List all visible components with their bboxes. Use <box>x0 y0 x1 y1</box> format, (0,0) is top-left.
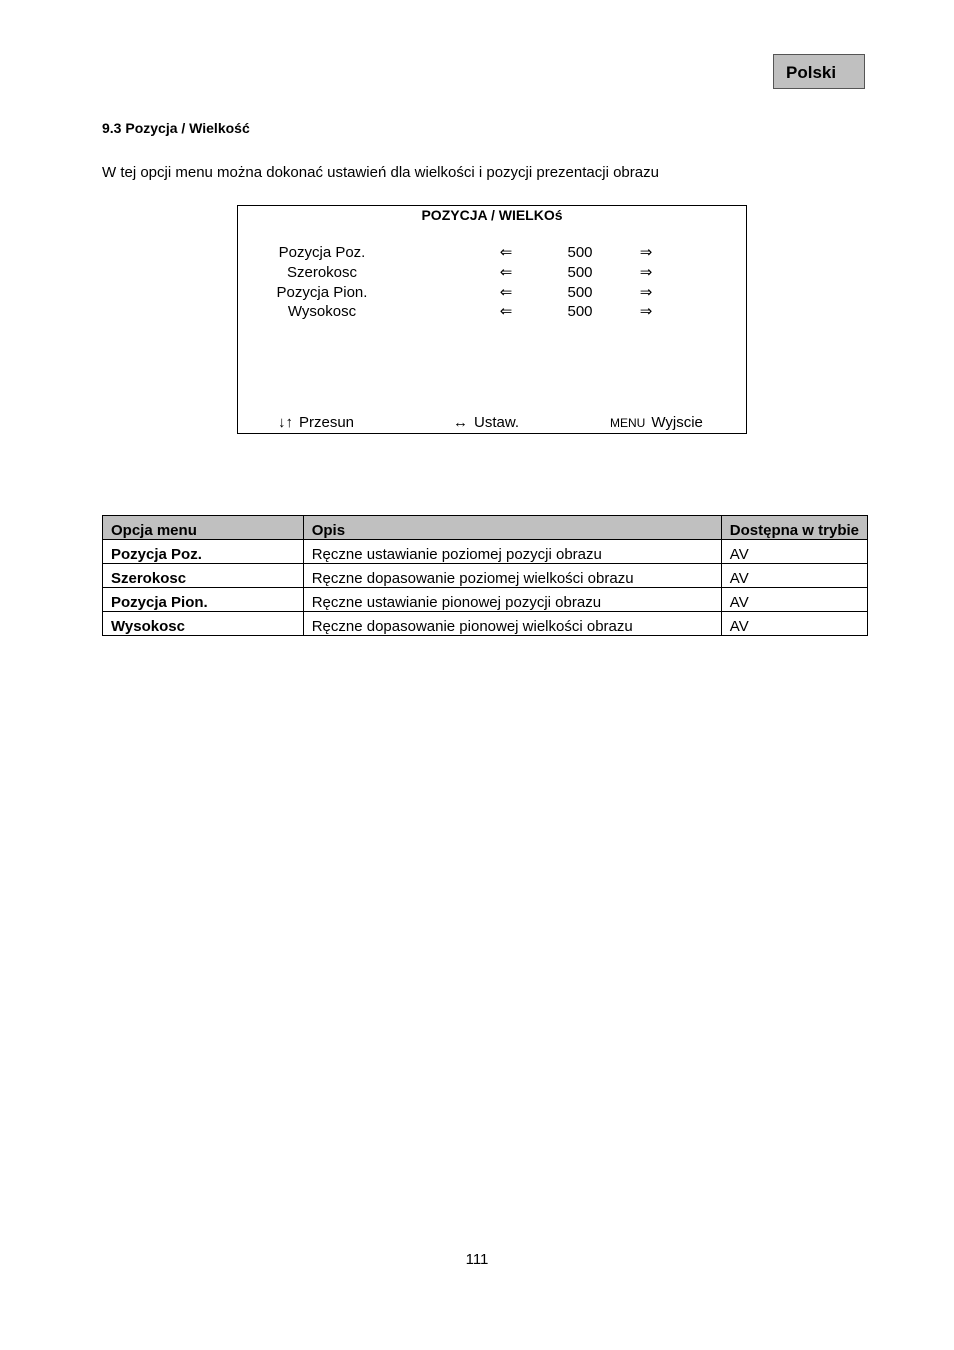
table-header-row <box>103 516 868 540</box>
move-label: Przesun <box>299 414 355 431</box>
header-mode: Dostępna w trybie <box>721 516 867 540</box>
osd-row-vertical-position <box>238 283 746 303</box>
section-title: 9.3 Pozycja / Wielkość <box>102 120 250 136</box>
option-description: Ręczne dopasowanie pionowej wielkości obrazu <box>303 612 721 636</box>
osd-row-value: 500 <box>567 264 593 281</box>
osd-row-width <box>238 263 746 283</box>
right-arrow-icon: ⇒ <box>639 284 653 301</box>
left-arrow-icon: ⇐ <box>499 284 513 301</box>
option-mode: AV <box>721 564 867 588</box>
option-description: Ręczne dopasowanie poziomej wielkości obrazu <box>303 564 721 588</box>
right-arrow-icon: ⇒ <box>639 303 653 320</box>
osd-menu-box <box>237 205 747 434</box>
osd-footer-exit <box>610 413 703 433</box>
osd-row-label: Wysokosc <box>287 303 357 320</box>
left-arrow-icon: ⇐ <box>499 244 513 261</box>
page-number: 111 <box>465 1251 489 1268</box>
right-arrow-icon: ⇒ <box>639 244 653 261</box>
header-option: Opcja menu <box>103 516 304 540</box>
left-arrow-icon: ⇐ <box>499 264 513 281</box>
left-arrow-icon: ⇐ <box>499 303 513 320</box>
osd-row-value: 500 <box>567 284 593 301</box>
option-mode: AV <box>721 540 867 564</box>
option-description: Ręczne ustawianie pionowej pozycji obrazu <box>303 588 721 612</box>
header-description: Opis <box>303 516 721 540</box>
osd-row-height <box>238 302 746 322</box>
set-label: Ustaw. <box>474 414 520 431</box>
osd-row-label: Pozycja Pion. <box>276 284 368 301</box>
option-description: Ręczne ustawianie poziomej pozycji obrazu <box>303 540 721 564</box>
table-row <box>103 612 868 636</box>
language-badge: Polski <box>773 54 865 89</box>
table-row <box>103 540 868 564</box>
left-right-arrow-icon: ↔ <box>453 414 468 431</box>
option-mode: AV <box>721 588 867 612</box>
option-name: Wysokosc <box>103 612 304 636</box>
option-name: Szerokosc <box>103 564 304 588</box>
menu-key-label: MENU <box>610 416 646 430</box>
osd-row-label: Szerokosc <box>286 264 358 281</box>
osd-footer <box>238 413 746 433</box>
osd-footer-move <box>278 413 354 433</box>
table-row <box>103 564 868 588</box>
table-row <box>103 588 868 612</box>
option-name: Pozycja Pion. <box>103 588 304 612</box>
osd-row-value: 500 <box>567 303 593 320</box>
right-arrow-icon: ⇒ <box>639 264 653 281</box>
osd-row-horizontal-position <box>238 243 746 263</box>
option-mode: AV <box>721 612 867 636</box>
option-name: Pozycja Poz. <box>103 540 304 564</box>
intro-paragraph: W tej opcji menu można dokonać ustawień dla wielkości i pozycji prezentacji obrazu <box>102 164 659 181</box>
osd-footer-set <box>453 413 519 433</box>
up-down-arrows-icon: ↓↑ <box>278 414 293 431</box>
osd-row-value: 500 <box>567 244 593 261</box>
osd-title: POZYCJA / WIELKOś <box>421 207 563 223</box>
exit-label: Wyjscie <box>651 414 703 431</box>
options-table <box>102 515 868 636</box>
osd-row-label: Pozycja Poz. <box>278 244 366 261</box>
